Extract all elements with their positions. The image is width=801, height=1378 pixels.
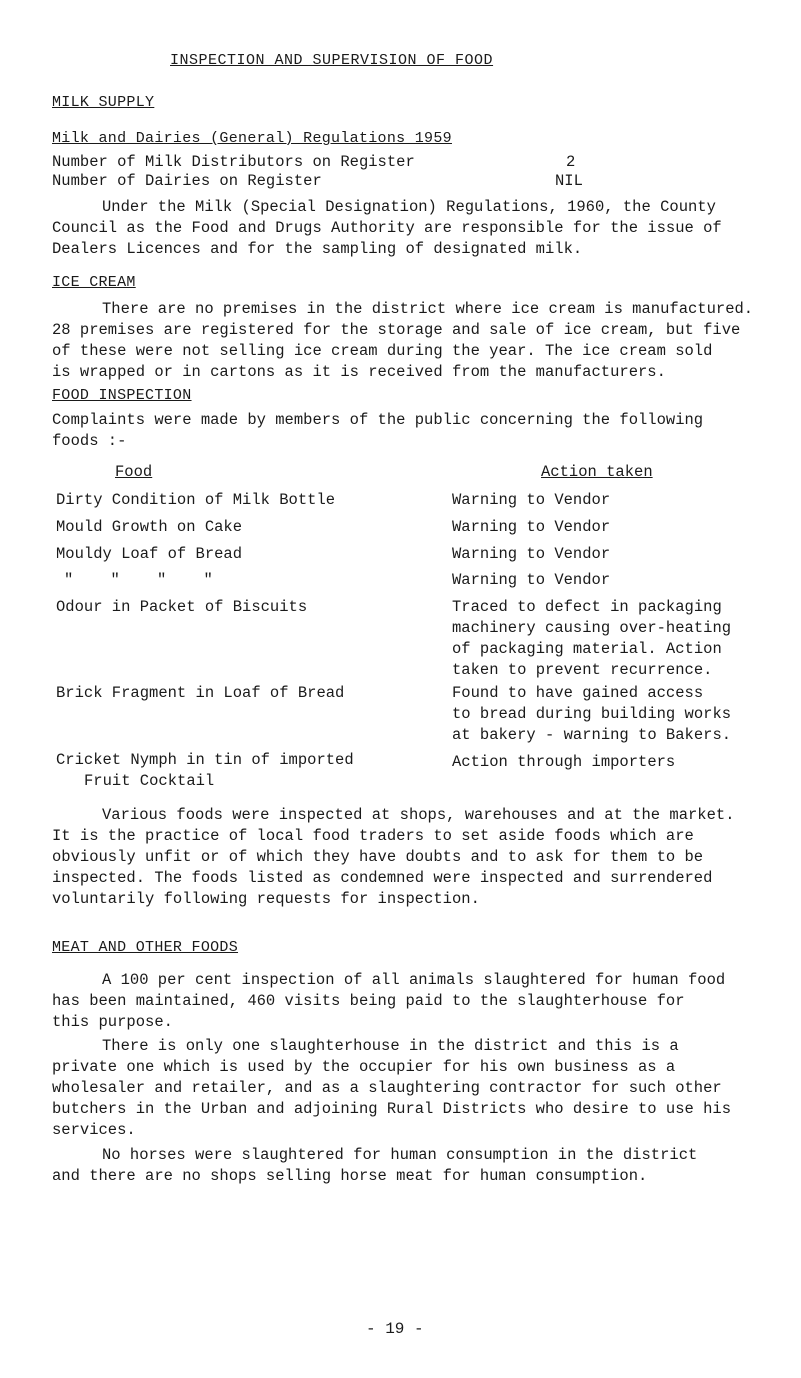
register-label: Number of Dairies on Register [52, 172, 322, 190]
paragraph-line: obviously unfit or of which they have doubts and to ask for them to be [52, 848, 704, 866]
register-value: NIL [555, 172, 583, 190]
action-cell: Found to have gained access [452, 684, 704, 702]
paragraph-line: No horses were slaughtered for human consumption in the district [102, 1146, 698, 1164]
milk-register-row [52, 152, 415, 173]
paragraph-line: A 100 per cent inspection of all animals slaughtered for human food [102, 971, 726, 989]
paragraph-line: this purpose. [52, 1013, 173, 1031]
paragraph-line: Complaints were made by members of the public concerning the following [52, 411, 704, 429]
page-title: INSPECTION AND SUPERVISION OF FOOD [170, 52, 494, 69]
action-cell: of packaging material. Action [452, 640, 722, 658]
table-row-food [56, 683, 396, 704]
paragraph-line: butchers in the Urban and adjoining Rural Districts who desire to use his [52, 1100, 732, 1118]
milk-paragraph [52, 197, 772, 260]
ice-cream-heading: ICE CREAM [52, 274, 136, 291]
register-label: Number of Milk Distributors on Register [52, 153, 415, 171]
food-cell: Mould Growth on Cake [56, 518, 243, 536]
complaints-intro [52, 410, 772, 452]
table-row-action [452, 752, 782, 773]
paragraph-line: Various foods were inspected at shops, warehouses and at the market. [102, 806, 735, 824]
table-row-action [452, 544, 782, 565]
paragraph-line: Council as the Food and Drugs Authority are responsible for the issue of [52, 219, 722, 237]
food-column-header: Food [115, 463, 153, 481]
paragraph-line: has been maintained, 460 visits being paid to the slaughterhouse for [52, 992, 685, 1010]
table-row-food [56, 597, 396, 618]
food-inspection-heading: FOOD INSPECTION [52, 387, 192, 404]
table-row-action [452, 597, 782, 681]
paragraph-line: wholesaler and retailer, and as a slaughtering contractor for such other [52, 1079, 722, 1097]
action-column-header: Action taken [541, 463, 653, 481]
paragraph-line: of these were not selling ice cream during the year. The ice cream sold [52, 342, 713, 360]
paragraph-line: inspected. The foods listed as condemned were inspected and surrendered [52, 869, 713, 887]
table-row-food [56, 544, 396, 565]
action-cell: to bread during building works [452, 705, 732, 723]
action-cell: Warning to Vendor [452, 491, 611, 509]
paragraph-line: Dealers Licences and for the sampling of designated milk. [52, 240, 583, 258]
paragraph-line: It is the practice of local food traders to set aside foods which are [52, 827, 694, 845]
table-row-food [56, 517, 396, 538]
action-cell: Warning to Vendor [452, 518, 611, 536]
paragraph-line: private one which is used by the occupier for his own business as a [52, 1058, 676, 1076]
paragraph-line: and there are no shops selling horse meat for human consumption. [52, 1167, 648, 1185]
paragraph-line: is wrapped or in cartons as it is received from the manufacturers. [52, 363, 666, 381]
table-row-action [452, 570, 782, 591]
action-cell: taken to prevent recurrence. [452, 661, 713, 679]
foods-inspected-paragraph [52, 805, 772, 910]
meat-heading: MEAT AND OTHER FOODS [52, 939, 239, 956]
food-cell: Cricket Nymph in tin of imported [56, 751, 354, 769]
food-cell: Odour in Packet of Biscuits [56, 598, 308, 616]
table-row-food [64, 570, 404, 591]
milk-supply-heading: MILK SUPPLY [52, 94, 155, 111]
paragraph-line: services. [52, 1121, 136, 1139]
food-cell: Brick Fragment in Loaf of Bread [56, 684, 345, 702]
paragraph-line: Under the Milk (Special Designation) Regulations, 1960, the County [102, 198, 716, 216]
paragraph-line: foods :- [52, 432, 127, 450]
paragraph-line: There is only one slaughterhouse in the district and this is a [102, 1037, 679, 1055]
food-cell: Mouldy Loaf of Bread [56, 545, 243, 563]
ice-cream-paragraph [52, 299, 772, 383]
paragraph-line: voluntarily following requests for inspection. [52, 890, 480, 908]
paragraph-line: 28 premises are registered for the storage and sale of ice cream, but five [52, 321, 741, 339]
action-cell: at bakery - warning to Bakers. [452, 726, 732, 744]
table-row-food [56, 750, 396, 792]
ditto-marks: " " " " [64, 571, 213, 589]
food-cell: Dirty Condition of Milk Bottle [56, 491, 336, 509]
action-cell: Warning to Vendor [452, 545, 611, 563]
register-value: 2 [566, 153, 576, 171]
meat-paragraph-2 [52, 1036, 772, 1141]
meat-paragraph-1 [52, 970, 772, 1033]
action-cell: Action through importers [452, 753, 676, 771]
action-cell: Traced to defect in packaging [452, 598, 722, 616]
action-cell: machinery causing over-heating [452, 619, 732, 637]
page-number: - 19 - [366, 1320, 424, 1338]
milk-regulations-subheading: Milk and Dairies (General) Regulations 1959 [52, 130, 452, 147]
meat-paragraph-3 [52, 1145, 772, 1187]
milk-register-row [52, 171, 322, 192]
paragraph-line: There are no premises in the district where ice cream is manufactured. [102, 300, 754, 318]
table-row-action [452, 490, 782, 511]
table-row-action [452, 517, 782, 538]
table-row-action [452, 683, 782, 746]
action-cell: Warning to Vendor [452, 571, 611, 589]
table-row-food [56, 490, 396, 511]
food-cell: Fruit Cocktail [84, 772, 215, 790]
